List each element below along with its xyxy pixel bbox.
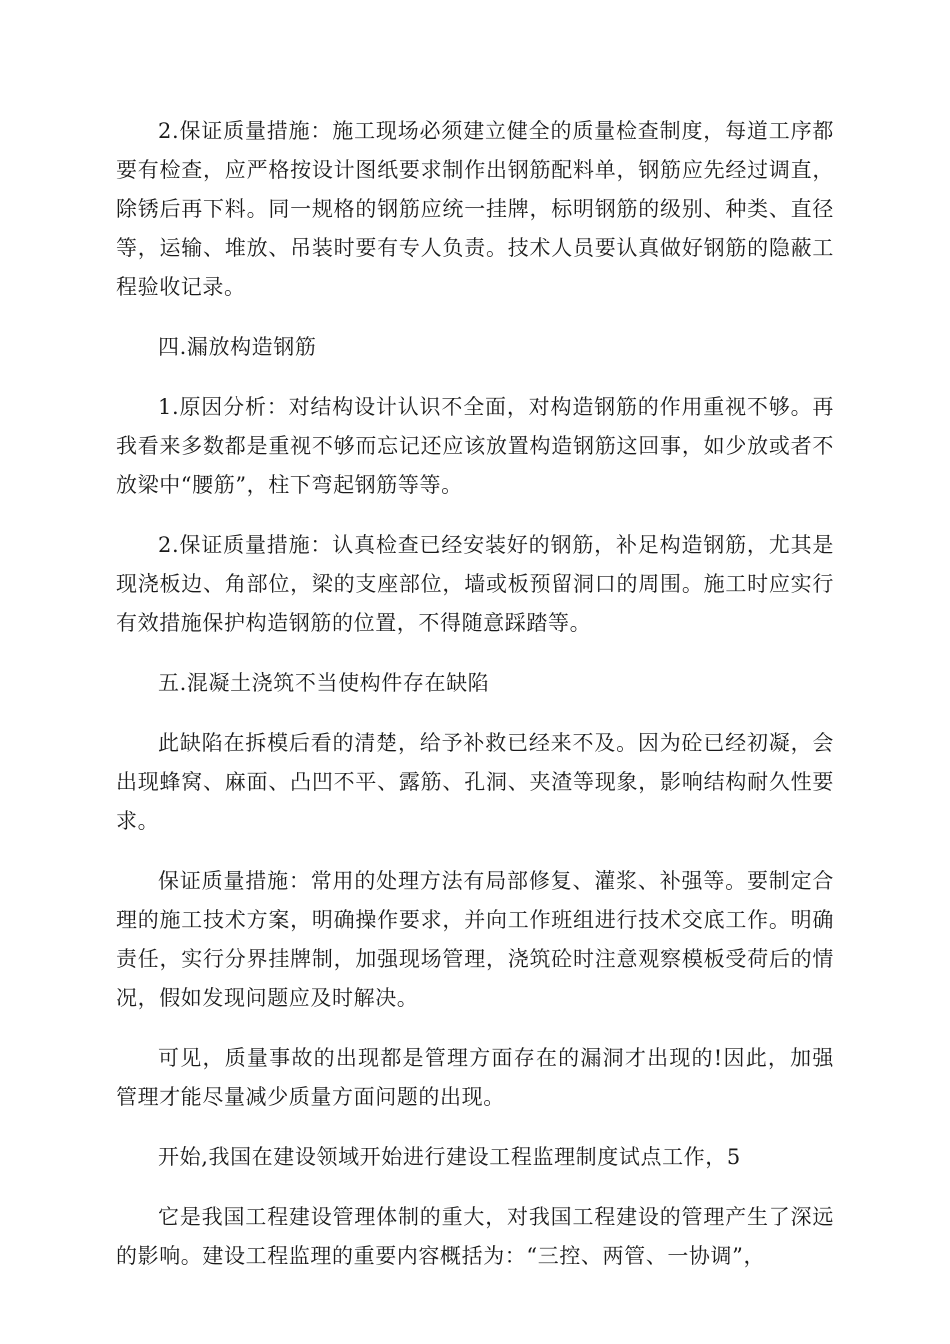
- paragraph-supervision-content: 它是我国工程建设管理体制的重大，对我国工程建设的管理产生了深远的影响。建设工程监理的重要内容概括为：“三控、两管、一协调”，: [116, 1205, 834, 1268]
- paragraph-structural-rebar-measures: 2.保证质量措施：认真检查已经安装好的钢筋，补足构造钢筋，尤其是现浇板边、角部位，梁的支座部位，墙或板预留洞口的周围。施工时应实行有效措施保护构造钢筋的位置，不得随意踩踏等。: [116, 533, 834, 635]
- paragraph-management-conclusion: 可见，质量事故的出现都是管理方面存在的漏洞才出现的!因此，加强管理才能尽量减少质量方面问题的出现。: [116, 1046, 834, 1109]
- paragraph-supervision-pilot: 开始,我国在建设领域开始进行建设工程监理制度试点工作，5: [158, 1145, 741, 1169]
- paragraph-rebar-quality-measures: 2.保证质量措施：施工现场必须建立健全的质量检查制度，每道工序都要有检查，应严格按设计图纸要求制作出钢筋配料单，钢筋应先经过调直，除锈后再下料。同一规格的钢筋应统一挂牌，标明钢筋的级别、种类、直径等，运输、堆放、吊装时要有专人负责。技术人员要认真做好钢筋的隐蔽工程验收记录。: [116, 119, 834, 299]
- section-heading-missing-structural-rebar: 四.漏放构造钢筋: [158, 335, 317, 359]
- paragraph-cause-analysis: 1.原因分析：对结构设计认识不全面，对构造钢筋的作用重视不够。再我看来多数都是重视不够而忘记还应该放置构造钢筋这回事，如少放或者不放梁中“腰筋”，柱下弯起钢筋等等。: [116, 395, 834, 497]
- paragraph-concrete-quality-measures: 保证质量措施：常用的处理方法有局部修复、灌浆、补强等。要制定合理的施工技术方案，明确操作要求，并向工作班组进行技术交底工作。明确责任，实行分界挂牌制，加强现场管理，浇筑砼时注意观察模板受荷后的情况，假如发现问题应及时解决。: [116, 869, 834, 1010]
- paragraph-defect-description: 此缺陷在拆模后看的清楚，给予补救已经来不及。因为砼已经初凝，会出现蜂窝、麻面、凸凹不平、露筋、孔洞、夹渣等现象，影响结构耐久性要求。: [116, 731, 834, 833]
- section-heading-concrete-pouring-defects: 五.混凝土浇筑不当使构件存在缺陷: [158, 671, 490, 695]
- document-page: [116, 112, 834, 1297]
